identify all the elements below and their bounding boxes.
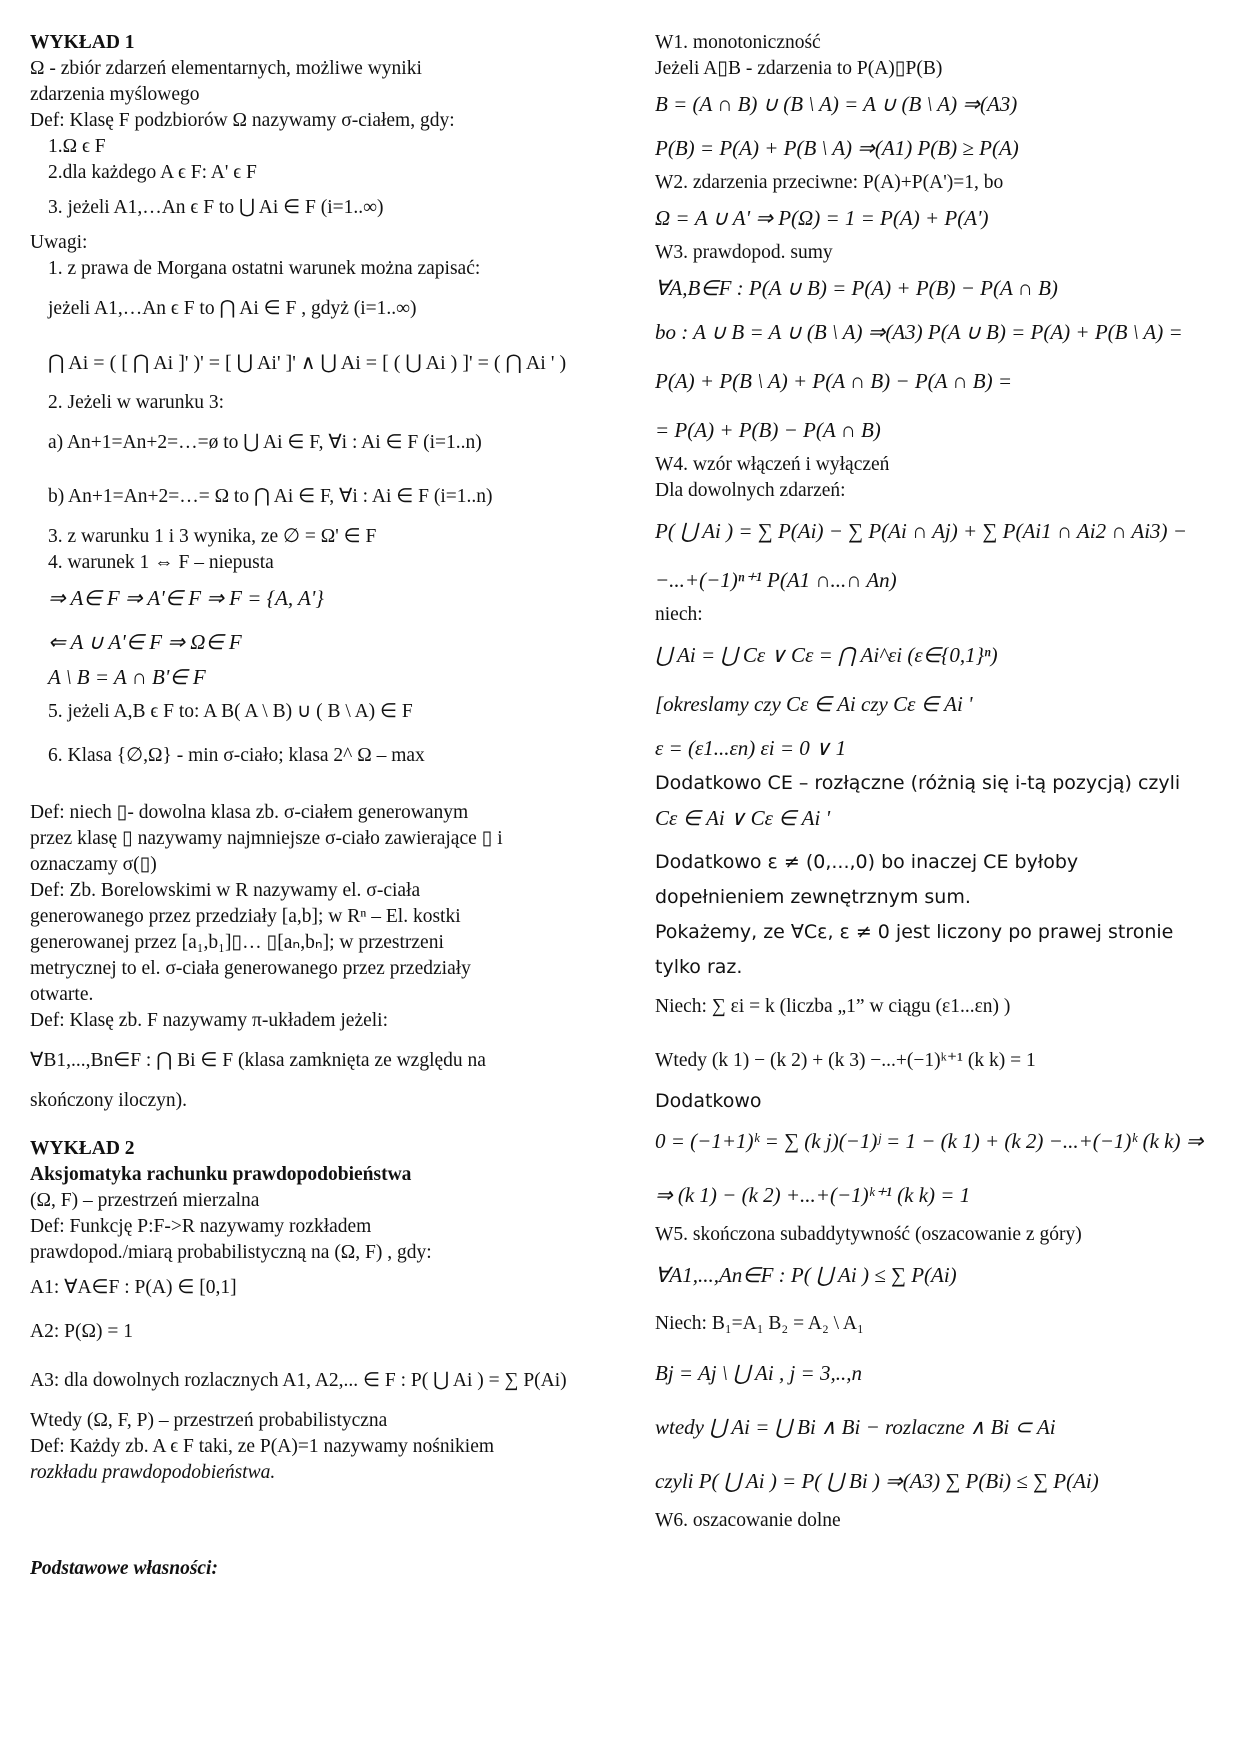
right-line-16: ⋃ Ai = ⋃ Cε ∨ Cε = ⋂ Ai^εi (ε∈{0,1}ⁿ) <box>655 643 998 667</box>
right-line-9: P(A) + P(B \ A) + P(A ∩ B) − P(A ∩ B) = <box>655 369 1013 393</box>
right-line-1: Jeżeli A▯B - zdarzenia to P(A)▯P(B) <box>655 58 943 79</box>
left-line-16: ⇒ A∈ F ⇒ A'∈ F ⇒ F = {A, A'} <box>48 586 324 610</box>
right-line-17: [okreslamy czy Cε ∈ Ai czy Cε ∈ Ai ' <box>655 692 973 716</box>
left-line-8: 1. z prawa de Morgana ostatni warunek można zapisać: <box>48 258 481 279</box>
left-line-34: WYKŁAD 2 <box>30 1138 135 1159</box>
left-line-41: A3: dla dowolnych rozlacznych A1, A2,... ∈ F : P( ⋃ Ai ) = ∑ P(Ai) <box>30 1370 567 1391</box>
right-line-12: Dla dowolnych zdarzeń: <box>655 480 846 501</box>
right-line-10: = P(A) + P(B) − P(A ∩ B) <box>655 418 881 442</box>
right-line-7: ∀A,B∈F : P(A ∪ B) = P(A) + P(B) − P(A ∩ B) <box>655 276 1058 300</box>
right-line-19: Dodatkowo CE – rozłączne (różnią się i-tą pozycją) czyli <box>655 772 1181 794</box>
left-line-24: oznaczamy σ(▯) <box>30 854 157 875</box>
right-column <box>655 30 1220 1534</box>
left-line-11: 2. Jeżeli w warunku 3: <box>48 392 224 413</box>
left-line-17: ⇐ A ∪ A'∈ F ⇒ Ω∈ F <box>48 630 242 654</box>
left-line-5: 2.dla każdego A ϵ F: A' ϵ F <box>48 162 257 183</box>
left-line-31: ∀B1,...,Bn∈F : ⋂ Bi ∈ F (klasa zamknięta ze względu na <box>30 1050 486 1071</box>
right-line-11: W4. wzór włączeń i wyłączeń <box>655 454 890 475</box>
left-line-35: Aksjomatyka rachunku prawdopodobieństwa <box>30 1164 412 1185</box>
left-line-30: Def: Klasę zb. F nazywamy π-układem jeżeli: <box>30 1010 389 1031</box>
right-line-15: niech: <box>655 604 703 625</box>
left-line-38: prawdopod./miarą probabilistyczną na (Ω, F) , gdy: <box>30 1242 432 1263</box>
right-line-24: tylko raz. <box>655 956 743 978</box>
left-line-26: generowanego przez przedziały [a,b]; w Rⁿ – El. kostki <box>30 906 461 927</box>
right-line-30: W5. skończona subaddytywność (oszacowanie z góry) <box>655 1224 1082 1245</box>
left-line-45 <box>30 1486 620 1556</box>
left-line-12: a) An+1=An+2=…=ø to ⋃ Ai ∈ F, ∀i : Ai ∈ F (i=1..n) <box>48 432 482 453</box>
left-line-25: Def: Zb. Borelowskimi w R nazywamy el. σ-ciała <box>30 880 421 901</box>
left-line-9: jeżeli A1,…An ϵ F to ⋂ Ai ∈ F , gdyż (i=1..∞) <box>48 298 417 319</box>
left-column <box>30 30 620 1582</box>
left-line-43: Def: Każdy zb. A ϵ F taki, ze P(A)=1 nazywamy nośnikiem <box>30 1436 495 1457</box>
right-line-13: P( ⋃ Ai ) = ∑ P(Ai) − ∑ P(Ai ∩ Aj) + ∑ P(Ai1 ∩ Ai2 ∩ Ai3) − <box>655 519 1187 543</box>
left-line-44: rozkładu prawdopodobieństwa. <box>30 1462 276 1483</box>
left-line-22: Def: niech ▯- dowolna klasa zb. σ-ciałem generowanym <box>30 802 469 823</box>
right-line-26: Wtedy (k 1) − (k 2) + (k 3) −...+(−1)ᵏ⁺¹ (k k) = 1 <box>655 1050 1036 1071</box>
left-line-46: Podstawowe własności: <box>30 1558 218 1579</box>
left-line-32: skończony iloczyn). <box>30 1090 188 1111</box>
left-line-20: 6. Klasa {∅,Ω} - min σ-ciało; klasa 2^ Ω – max <box>48 745 425 766</box>
left-line-7: Uwagi: <box>30 232 88 253</box>
left-line-42: Wtedy (Ω, F, P) – przestrzeń probabilistyczna <box>30 1410 388 1431</box>
right-line-4: W2. zdarzenia przeciwne: P(A)+P(A')=1, bo <box>655 172 1004 193</box>
left-line-39: A1: ∀A∈F : P(A) ∈ [0,1] <box>30 1277 237 1298</box>
left-line-0: WYKŁAD 1 <box>30 32 135 53</box>
right-line-23: Pokażemy, ze ∀Cε, ε ≠ 0 jest liczony po prawej stronie <box>655 921 1174 943</box>
left-line-23: przez klasę ▯ nazywamy najmniejsze σ-ciało zawierające ▯ i <box>30 828 503 849</box>
right-line-22: dopełnieniem zewnętrznym sum. <box>655 886 971 908</box>
left-line-3: Def: Klasę F podzbiorów Ω nazywamy σ-ciałem, gdy: <box>30 110 455 131</box>
left-line-21 <box>30 778 620 800</box>
left-line-14: 3. z warunku 1 i 3 wynika, ze ∅ = Ω' ∈ F <box>48 526 377 547</box>
right-line-6: W3. prawdopod. sumy <box>655 242 833 263</box>
right-line-36: W6. oszacowanie dolne <box>655 1510 841 1531</box>
left-line-40: A2: P(Ω) = 1 <box>30 1321 133 1342</box>
right-line-33: Bj = Aj \ ⋃ Ai , j = 3,..,n <box>655 1361 862 1385</box>
left-line-15: 4. warunek 1 ⇔ F – niepusta <box>48 552 274 573</box>
left-line-27: generowanej przez [a₁,b₁]▯… ▯[aₙ,bₙ]; w przestrzeni <box>30 932 444 953</box>
left-line-33 <box>30 1114 620 1136</box>
right-line-2: B = (A ∩ B) ∪ (B \ A) = A ∪ (B \ A) ⇒(A3) <box>655 92 1018 116</box>
left-line-1: Ω - zbiór zdarzeń elementarnych, możliwe wyniki <box>30 58 422 79</box>
right-line-18: ε = (ε1...εn) εi = 0 ∨ 1 <box>655 736 847 760</box>
left-line-6: 3. jeżeli A1,…An ϵ F to ⋃ Ai ∈ F (i=1..∞) <box>48 197 384 218</box>
left-line-2: zdarzenia myślowego <box>30 84 200 105</box>
right-line-8: bo : A ∪ B = A ∪ (B \ A) ⇒(A3) P(A ∪ B) = P(A) + P(B \ A) = <box>655 320 1183 344</box>
left-line-13: b) An+1=An+2=…= Ω to ⋂ Ai ∈ F, ∀i : Ai ∈ F (i=1..n) <box>48 486 493 507</box>
right-line-3: P(B) = P(A) + P(B \ A) ⇒(A1) P(B) ≥ P(A) <box>655 136 1019 160</box>
left-line-18: A \ B = A ∩ B'∈ F <box>48 665 206 689</box>
right-line-25: Niech: ∑ εi = k (liczba „1” w ciągu (ε1...εn) ) <box>655 996 1011 1017</box>
right-line-14: −...+(−1)ⁿ⁺¹ P(A1 ∩...∩ An) <box>655 568 897 592</box>
left-line-28: metrycznej to el. σ-ciała generowanego przez przedziały <box>30 958 471 979</box>
right-line-20: Cε ∈ Ai ∨ Cε ∈ Ai ' <box>655 806 831 830</box>
left-line-37: Def: Funkcję P:F->R nazywamy rozkładem <box>30 1216 372 1237</box>
right-line-21: Dodatkowo ε ≠ (0,...,0) bo inaczej CE byłoby <box>655 851 1079 873</box>
right-line-31: ∀A1,...,An∈F : P( ⋃ Ai ) ≤ ∑ P(Ai) <box>655 1263 957 1287</box>
left-line-36: (Ω, F) – przestrzeń mierzalna <box>30 1190 260 1211</box>
right-line-34: wtedy ⋃ Ai = ⋃ Bi ∧ Bi − rozlaczne ∧ Bi ⊂ Ai <box>655 1415 1056 1439</box>
right-line-5: Ω = A ∪ A' ⇒ P(Ω) = 1 = P(A) + P(A') <box>655 206 989 230</box>
left-line-4: 1.Ω ϵ F <box>48 136 106 157</box>
right-line-28: 0 = (−1+1)ᵏ = ∑ (k j)(−1)ʲ = 1 − (k 1) + (k 2) −...+(−1)ᵏ (k k) ⇒ <box>655 1129 1204 1153</box>
right-line-35: czyli P( ⋃ Ai ) = P( ⋃ Bi ) ⇒(A3) ∑ P(Bi) ≤ ∑ P(Ai) <box>655 1469 1099 1493</box>
right-line-0: W1. monotoniczność <box>655 32 821 53</box>
left-line-29: otwarte. <box>30 984 94 1005</box>
left-line-10: ⋂ Ai = ( [ ⋂ Ai ]' )' = [ ⋃ Ai' ]' ∧ ⋃ Ai = [ ( ⋃ Ai ) ]' = ( ⋂ Ai ' ) <box>48 352 567 374</box>
right-line-27: Dodatkowo <box>655 1090 762 1112</box>
right-line-32: Niech: B₁=A₁ B₂ = A₂ \ A₁ <box>655 1313 864 1334</box>
right-line-29: ⇒ (k 1) − (k 2) +...+(−1)ᵏ⁺¹ (k k) = 1 <box>655 1183 971 1207</box>
left-line-19: 5. jeżeli A,B ϵ F to: A B( A \ B) ∪ ( B \ A) ∈ F <box>48 701 413 722</box>
